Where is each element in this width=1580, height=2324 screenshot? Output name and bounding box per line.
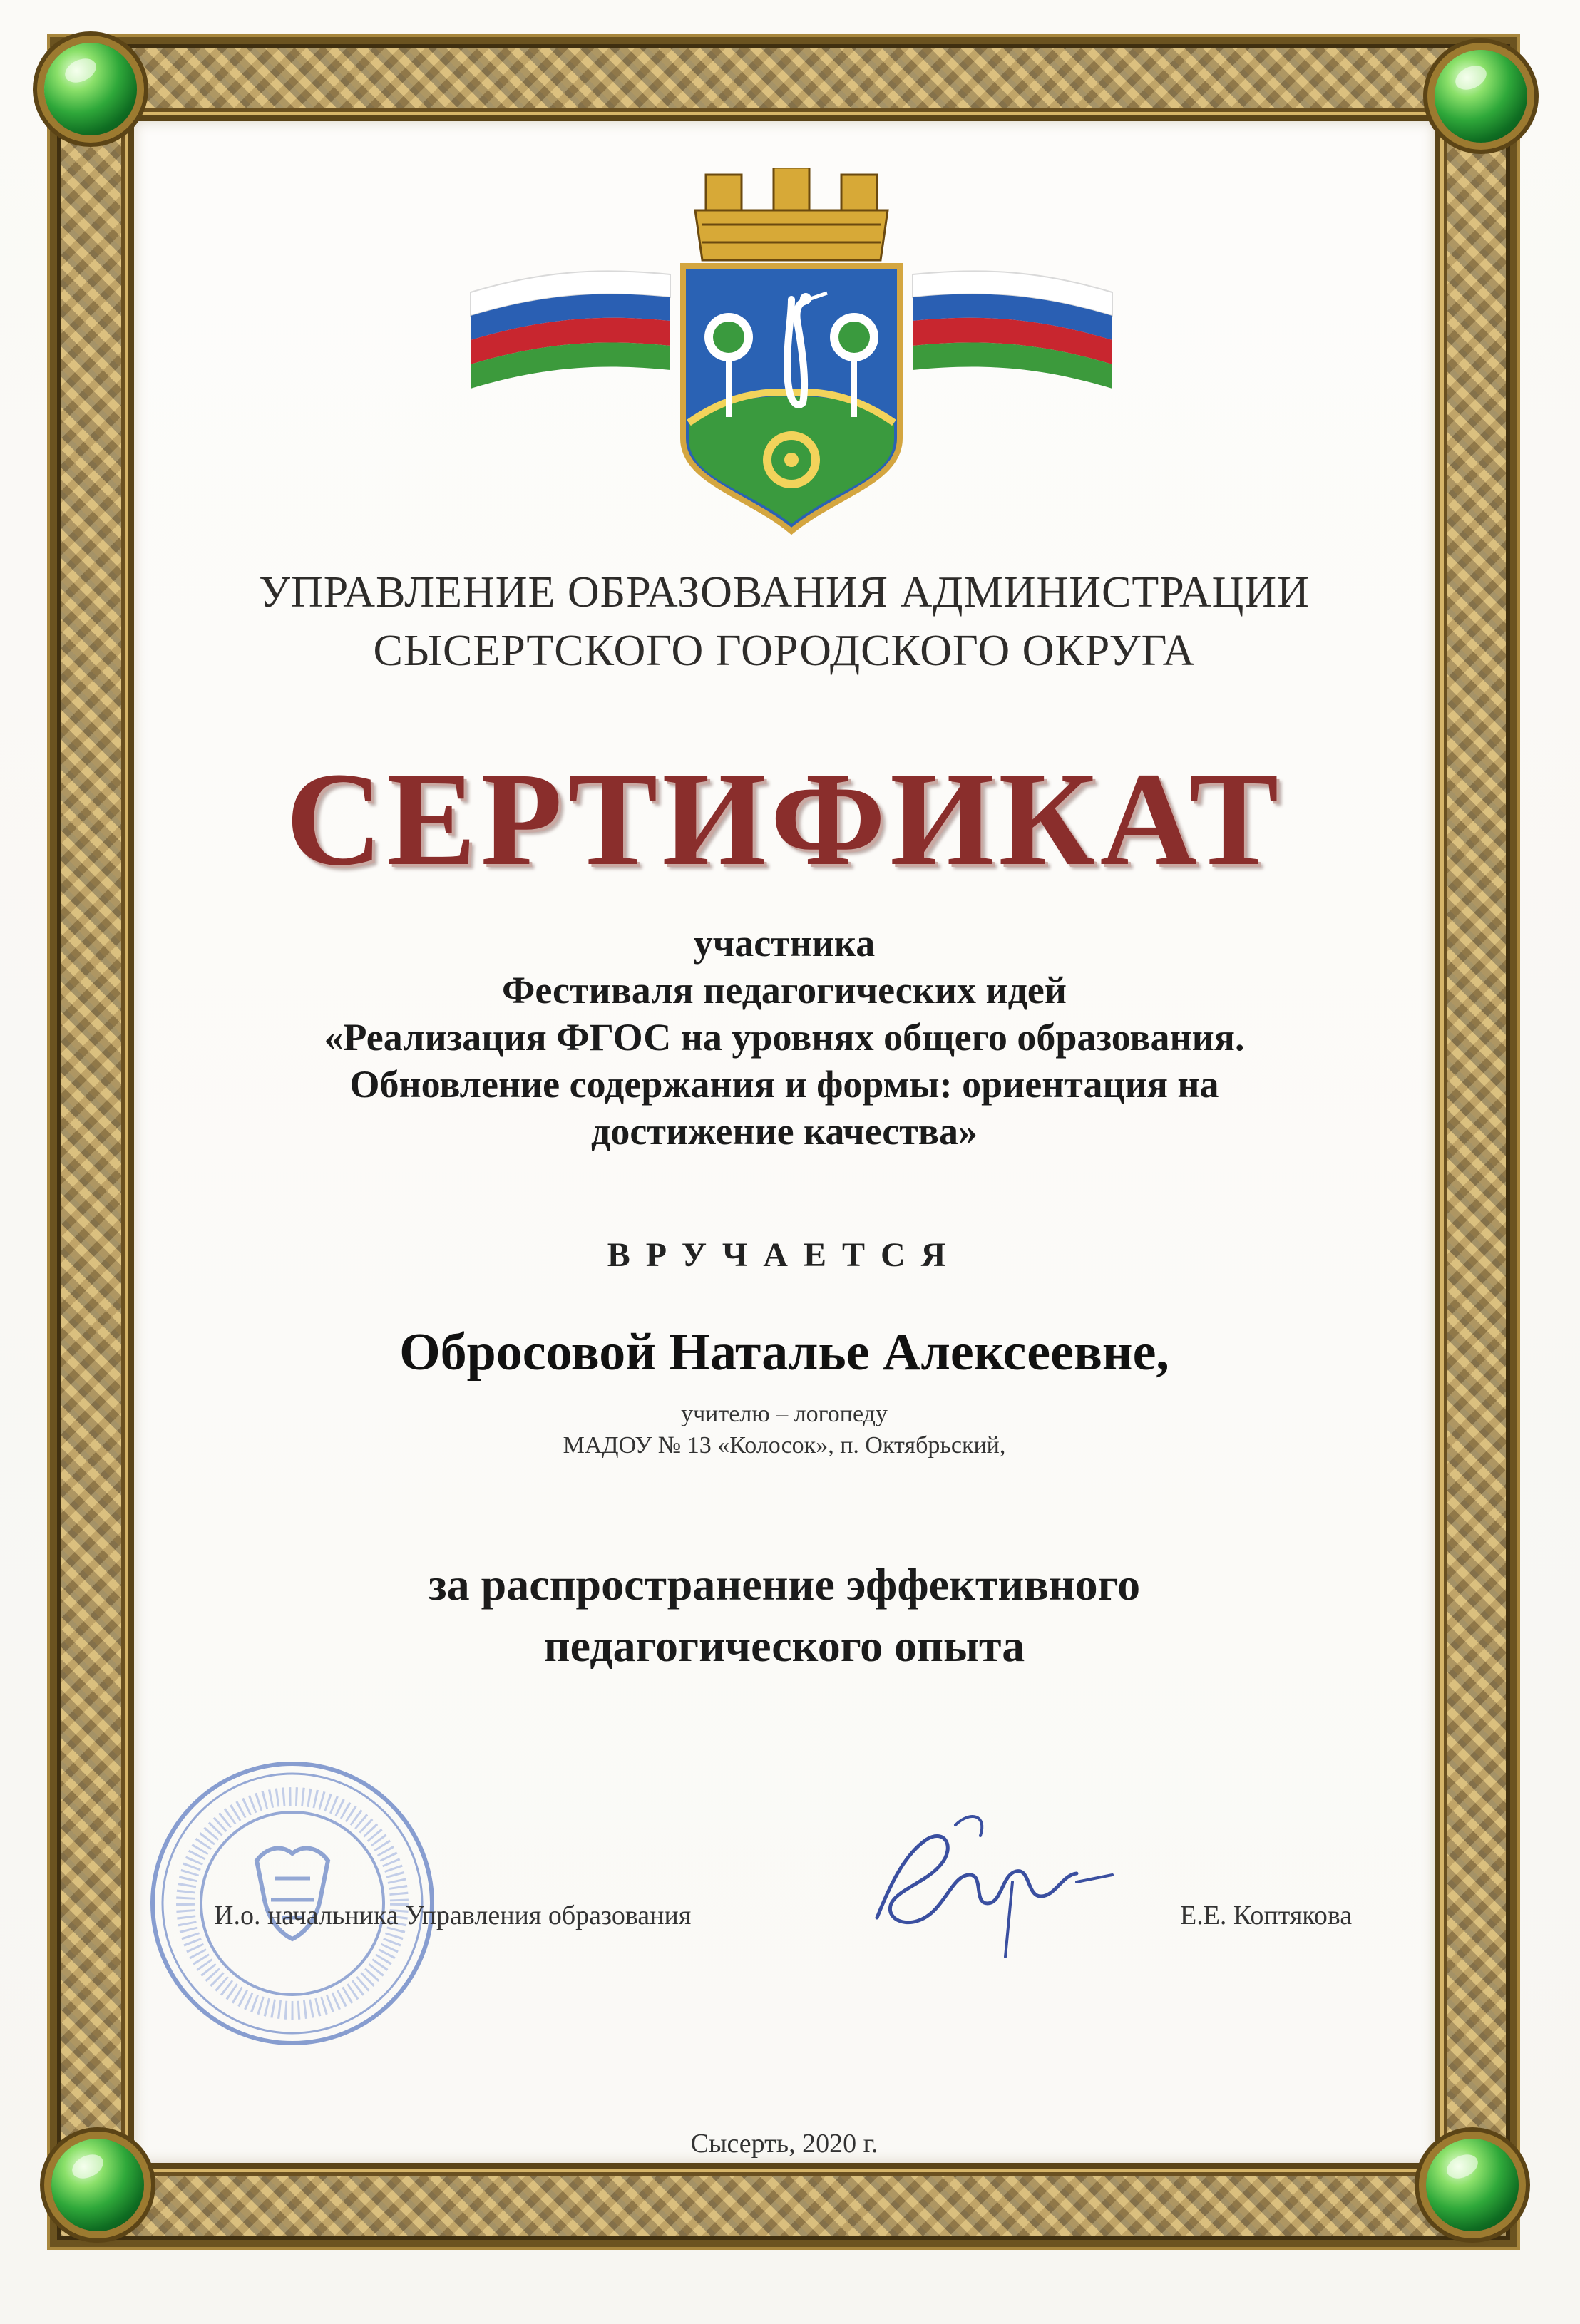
place-and-date: Сысерть, 2020 г. — [690, 2129, 878, 2159]
flag-ribbon-right — [913, 271, 1112, 389]
awarded-label: ВРУЧАЕТСЯ — [607, 1236, 962, 1274]
certificate-title: СЕРТИФИКАТ — [285, 744, 1283, 893]
issuer-line-1: УПРАВЛЕНИЕ ОБРАЗОВАНИЯ АДМИНИСТРАЦИИ — [259, 568, 1310, 617]
corner-gem-icon — [1435, 50, 1527, 143]
reason-line-1: за распространение эффективного — [428, 1559, 1141, 1610]
issuer-organization — [128, 563, 1440, 680]
flag-ribbon-left — [471, 271, 670, 389]
certificate-subtitle — [128, 920, 1440, 1155]
issuer-line-2: СЫСЕРТСКОГО ГОРОДСКОГО ОКРУГА — [373, 627, 1196, 675]
corner-gem-icon — [44, 43, 137, 135]
signatory-name: Е.Е. Коптякова — [1180, 1901, 1353, 1930]
recipient-role — [128, 1399, 1440, 1461]
subtitle-line: Фестиваля педагогических идей — [501, 969, 1067, 1012]
coat-of-arms-icon — [456, 168, 1127, 538]
award-reason — [128, 1554, 1440, 1677]
shield — [683, 266, 900, 531]
reason-line-2: педагогического опыта — [543, 1620, 1025, 1671]
role-position: учителю – логопеду — [681, 1401, 888, 1427]
subtitle-line: Обновление содержания и формы: ориентация на — [349, 1063, 1219, 1106]
mural-crown — [695, 168, 888, 260]
recipient-name: Обросовой Наталье Алексеевне, — [399, 1323, 1169, 1382]
handwritten-signature-icon — [848, 1796, 1119, 1968]
subtitle-line: участника — [693, 922, 876, 965]
subtitle-line: достижение качества» — [591, 1110, 978, 1153]
subtitle-line: «Реализация ФГОС на уровнях общего образования. — [324, 1016, 1245, 1059]
role-institution: МАДОУ № 13 «Колосок», п. Октябрьский, — [563, 1432, 1006, 1459]
signatory-position: И.о. начальника Управления образования — [214, 1901, 692, 1930]
